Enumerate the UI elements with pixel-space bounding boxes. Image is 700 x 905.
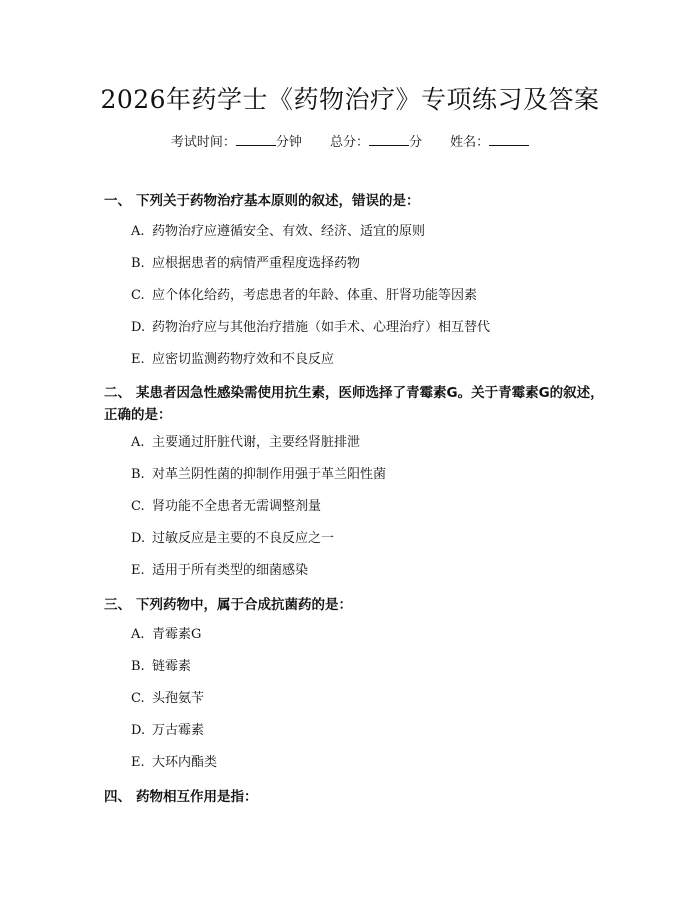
option-letter: A. [131,224,145,239]
question-text: 某患者因急性感染需使用抗生素，医师选择了青霉素G。关于青霉素G的叙述，正确的是： [104,385,604,423]
option-text: 应个体化给药，考虑患者的年龄、体重、肝肾功能等因素 [152,288,478,303]
question-1-option-e [131,351,611,369]
option-letter: B. [131,467,145,482]
question-2-heading [104,382,604,426]
option-text: 青霉素G [152,627,202,642]
question-2-option-c [131,498,611,516]
option-letter: D. [131,531,146,546]
question-3-option-d [131,722,611,740]
question-number: 三、 [104,597,131,613]
exam-time-unit: 分钟 [275,135,302,150]
question-number: 四、 [104,789,131,805]
option-letter: B. [131,659,145,674]
total-score-field [330,135,426,150]
question-3-option-e [131,754,611,772]
option-letter: B. [131,256,145,271]
question-2-option-d [131,530,611,548]
question-2-option-e [131,562,611,580]
question-1-option-d [131,319,611,337]
question-1-heading [104,190,604,212]
question-3-option-c [131,690,611,708]
question-4-heading [104,786,604,808]
option-text: 对革兰阴性菌的抑制作用强于革兰阳性菌 [152,467,387,482]
question-3-heading [104,594,604,616]
option-text: 药物治疗应与其他治疗措施（如手术、心理治疗）相互替代 [152,320,491,335]
question-number: 二、 [104,385,131,401]
student-name-field [450,135,529,150]
exam-time-field [171,135,306,150]
question-text: 下列关于药物治疗基本原则的叙述，错误的是： [136,193,420,209]
question-1-option-b [131,255,611,273]
exam-meta-line [0,131,700,150]
option-letter: E. [131,755,145,770]
question-1-option-a [131,223,611,241]
option-text: 肾功能不全患者无需调整剂量 [152,499,322,514]
option-text: 头孢氨苄 [152,691,205,706]
option-text: 过敏反应是主要的不良反应之一 [152,531,335,546]
option-text: 万古霉素 [152,723,205,738]
option-letter: C. [131,691,145,706]
option-letter: D. [131,723,146,738]
option-text: 药物治疗应遵循安全、有效、经济、适宜的原则 [152,224,426,239]
exam-time-blank [236,135,276,146]
option-text: 应密切监测药物疗效和不良反应 [152,352,335,367]
student-name-label: 姓名： [450,135,490,150]
exam-time-label: 考试时间： [170,135,236,150]
option-letter: E. [131,352,145,367]
total-score-blank [369,135,409,146]
option-letter: E. [131,563,145,578]
option-letter: A. [131,435,145,450]
option-text: 大环内酯类 [152,755,218,770]
option-letter: A. [131,627,145,642]
question-number: 一、 [104,193,131,209]
question-2-option-a [131,434,611,452]
question-3-option-a [131,626,611,644]
question-3-option-b [131,658,611,676]
option-letter: C. [131,288,145,303]
document-title: 2026年药学士《药物治疗》专项练习及答案 [100,85,600,114]
question-text: 药物相互作用是指： [136,789,258,805]
option-letter: C. [131,499,145,514]
option-text: 适用于所有类型的细菌感染 [152,563,309,578]
total-score-label: 总分： [329,135,369,150]
option-text: 应根据患者的病情严重程度选择药物 [152,256,361,271]
student-name-blank [489,135,529,146]
option-text: 链霉素 [152,659,192,674]
option-text: 主要通过肝脏代谢，主要经肾脏排泄 [152,435,361,450]
total-score-unit: 分 [409,135,423,150]
question-2-option-b [131,466,611,484]
option-letter: D. [131,320,146,335]
question-text: 下列药物中，属于合成抗菌药的是： [136,597,352,613]
question-1-option-c [131,287,611,305]
